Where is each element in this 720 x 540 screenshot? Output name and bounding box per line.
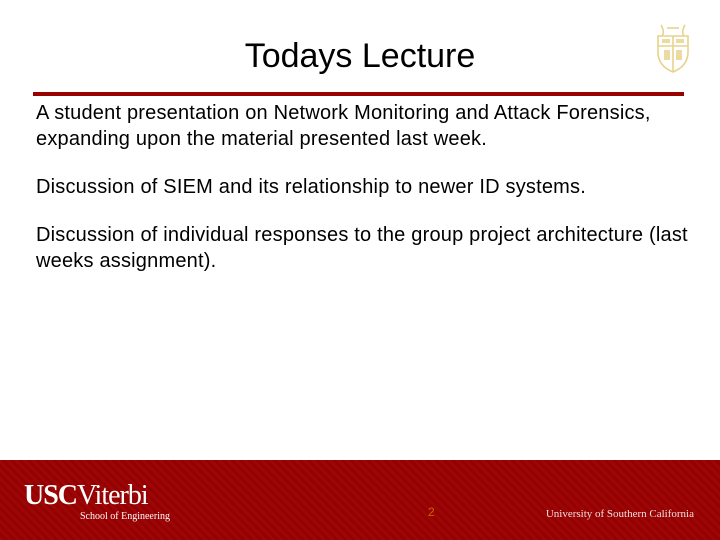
paragraph-responses: Discussion of individual responses to the group project architecture (last weeks assignment). (36, 224, 688, 272)
university-name: University of Southern California (545, 508, 694, 520)
title-underline (33, 92, 684, 96)
usc-crest-icon (652, 22, 694, 74)
slide-body (36, 100, 696, 296)
usc-viterbi-logo: USCViterbi (24, 480, 148, 511)
paragraph-siem: Discussion of SIEM and its relationship to newer ID systems. (36, 176, 586, 198)
slide-title: Todays Lecture (244, 37, 476, 75)
paragraph-presentation: A student presentation on Network Monitoring and Attack Forensics, expanding upon the material presented last week. (36, 102, 651, 150)
page-number: 2 (428, 505, 435, 519)
school-name: School of Engineering (80, 511, 170, 522)
